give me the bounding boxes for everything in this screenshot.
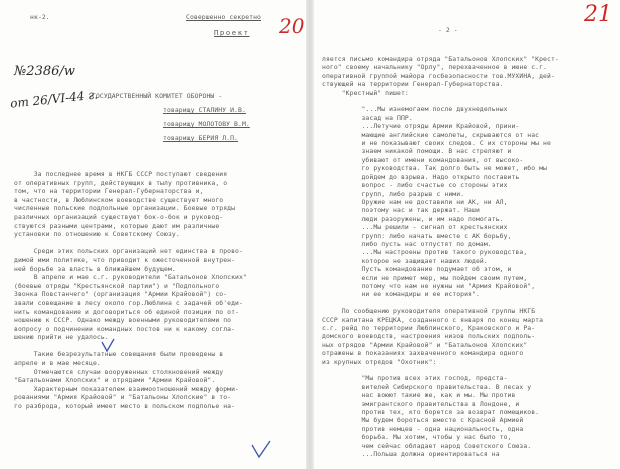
right-text-line: "Крестный" пишет: (322, 88, 409, 97)
left-text-line: апреле и в мае месяце. (14, 359, 101, 368)
right-text-line: потому что нам не нужны ни "Армия Крайовой", (322, 281, 536, 290)
right-text-line: ...Мы настроены против такого руководства, (322, 248, 528, 257)
right-text-line: Пусть командование подумает об этом, и (322, 265, 512, 274)
right-text-line: ляется письмо командира отряда "Батальонов Хлопских" "Крест- (322, 55, 559, 63)
left-text-line: Отмечаются случаи вооруженных столкновений между (14, 367, 224, 376)
right-text-line: мающие английские самолеты, скрываются от нас (322, 130, 540, 139)
right-text-line: Оружие нам не доставили ни АК, ни АЛ, (322, 197, 508, 206)
check-mark-icon-2 (250, 440, 272, 460)
right-text-line: "Мы против всех этих господ, предста- (322, 374, 508, 383)
right-text-line: оперативной группой майора госбезопасности тов.МУХИНА, дей- (322, 71, 555, 80)
recipient-organization: ГОСУДАРСТВЕННЫЙ КОМИТЕТ ОБОРОНЫ - (92, 92, 223, 100)
right-text-line: Мы будем бороться вместе с Красной Армией (322, 416, 524, 425)
right-text-line: поэтому нас и так держат. Наши (322, 206, 480, 215)
left-text-line: ствуются разными центрами, которые дают им различные (14, 221, 220, 230)
left-text-line: В апреле и мае с.г. руководители "Батальонов Хлопских" (14, 273, 247, 282)
recipient-molotov: товарищу МОЛОТОВУ В.М. (163, 120, 250, 128)
right-text-line: и не показывают своих следов. С их стороны мы не (322, 139, 551, 148)
right-text-line (322, 97, 559, 105)
page-number-handwritten-right: 21 (584, 2, 612, 27)
page-gutter (306, 0, 314, 469)
right-text-line: знаем никакой помощи. В нас стреляют и (322, 147, 512, 156)
right-text-line (322, 366, 559, 374)
left-text-line: "Батальонами Хлопских" и отрядами "Армии Крайовой". (14, 376, 216, 385)
right-text-line: ни ее командиры и ее история". (322, 290, 480, 299)
left-text-line: димой ими политике, что приводит к ожесточенной внутрен- (14, 255, 236, 264)
right-text-line: ствующей на территории Генерал-Губернаторства. (322, 80, 504, 89)
left-text-line: Среди этих польских организаций нет единства в прово- (14, 247, 243, 256)
right-text-line: ...Мы решили - сигнал от крестьянских (322, 223, 508, 232)
left-text-line: различных организаций существуют бок-о-бок и руковод- (14, 212, 224, 221)
right-text-line: нас воюют такие же, как и мы. Мы против (322, 391, 516, 400)
right-text-line: ного" своему начальнику "Орлу", перехваченное в июне с.г. (322, 63, 548, 72)
check-mark-icon (100, 338, 116, 354)
right-text-line: го руководства. Так долго быть не может, ибо мы (322, 164, 548, 173)
left-text-line: го разброда, который имеет место в польском подполье на- (14, 402, 236, 411)
right-text-line: чем сейчас обладает народ Советского Союза. (322, 441, 532, 450)
right-text-line: "...Мы изнемогаем после двухнедельных (322, 105, 508, 114)
right-text-line: ных отрядов "Армии Крайовой" и "Батальонов Хлопских" (322, 340, 528, 349)
left-text-line: Такие безрезультатные совещания были проведены в (14, 350, 224, 359)
right-text-line: групп: либо начать вместе с АК борьбу, (322, 231, 512, 240)
right-text-line: борьба. Мы хотим, чтобы у нас было то, (322, 433, 512, 442)
left-text-line: рованиями "Армия Крайовой" и "Батальоны Хлопские" в то- (14, 393, 232, 402)
page-number-handwritten: 20 (279, 14, 305, 38)
right-text-line: с.г. рейд по территории Люблинского, Краковского и Ра- (322, 324, 536, 332)
right-text-line: которое не защищает наших людей. (322, 256, 488, 265)
right-text-line: По сообщению руководителя оперативной группы НКГБ (322, 307, 536, 316)
left-text-line: том, что на территории Генерал-Губернаторства и, (14, 187, 204, 196)
right-text-line: групп, либо разрыв с ними. (322, 189, 465, 198)
left-text-line: (боевые отряды "Крестьянской партии") и "Подпольного (14, 281, 220, 290)
left-text-line: ней борьбе за власть в ближайшем будущем. (14, 264, 176, 273)
right-text-line (322, 299, 559, 307)
left-text-line: вопросу о подчинении командных постов ни к какому согла- (14, 324, 236, 333)
left-text-line: Характерным показателем взаимоотношений между форми- (14, 384, 240, 393)
page-indicator: - 2 - (438, 26, 458, 34)
right-text-line: вителей Сибирского правительства. В лесах у (322, 382, 532, 391)
left-text-line (14, 342, 247, 351)
left-page (0, 0, 306, 469)
right-text-line: убивают от имени командования, от высоко- (322, 155, 524, 164)
right-text-line: эмигрантского правительства в Лондоне, и (322, 399, 520, 408)
right-text-line: домского воеводств, настроения низов польских подполь- (322, 332, 536, 341)
secrecy-stamp: Совершенно секретно (186, 13, 262, 21)
left-text-line (14, 239, 247, 248)
left-text-line: ношению к СССР. Однако между военными руководителями по (14, 316, 232, 325)
date-handwritten: от 26/VI-44 г. (9, 87, 99, 111)
left-text-line: установки по отношению к Советскому Союзу. (14, 230, 180, 239)
left-text-line: шению прийти не удалось. (14, 333, 109, 342)
left-text-line: звали совещание в лесу около гор.Люблина с задачей об'еди- (14, 298, 243, 307)
left-text-line: Звонка Повстанчего" (организация "Армии Крайовой") со- (14, 290, 228, 299)
right-text-line: дойдем до взрыва. Надо открыто поставить (322, 172, 520, 181)
right-text-line: вопрос - либо счастье со стороны этих (322, 181, 508, 190)
right-text-line: либо пусть нас отпустят по домам. (322, 239, 492, 248)
left-text-line: За последнее время в НКГБ СССР поступают сведения (14, 170, 228, 178)
right-body-text (322, 55, 559, 459)
right-page (314, 0, 620, 469)
archive-number-handwritten: №2386/w (14, 64, 75, 79)
right-text-line: против тех, кто борется за возврат помещиков. (322, 408, 540, 417)
right-text-line: засад на ППР. (322, 113, 413, 122)
right-text-line: отражены в показаниях захваченного командира одного (322, 349, 524, 358)
right-text-line: люди разоружены, и им надо помогать. (322, 214, 504, 223)
right-text-line: СССР капитана КРЕЦКА, созданного с января по конец марта (322, 315, 544, 324)
left-body-text (14, 170, 247, 411)
left-text-line: от оперативных групп, действующих в тылу противника, о (14, 178, 228, 187)
recipient-beria: товарищу БЕРИЯ Л.П. (163, 134, 239, 142)
right-text-line: из крупных отрядов "Охотник": (322, 357, 437, 366)
recipient-stalin: товарищу СТАЛИНУ И.В. (163, 106, 246, 114)
right-text-line: ...Польша должна ориентироваться на (322, 450, 500, 459)
right-text-line: если не примет мер, мы пойдем своим путем, (322, 273, 528, 282)
draft-label: Проект (214, 28, 250, 37)
left-text-line: численные польские подпольные организации. Боевые отряды (14, 204, 236, 213)
page-code: нк-2. (30, 13, 50, 21)
left-text-line: в частности, в Люблинском воеводстве существует много (14, 195, 224, 204)
left-text-line: нить командование и договориться об единой позиции по от- (14, 307, 240, 316)
right-text-line: против немцев - одна национальность, одна (322, 424, 524, 433)
right-text-line: ...Летучие отряды Армии Крайовой, прини- (322, 122, 520, 131)
